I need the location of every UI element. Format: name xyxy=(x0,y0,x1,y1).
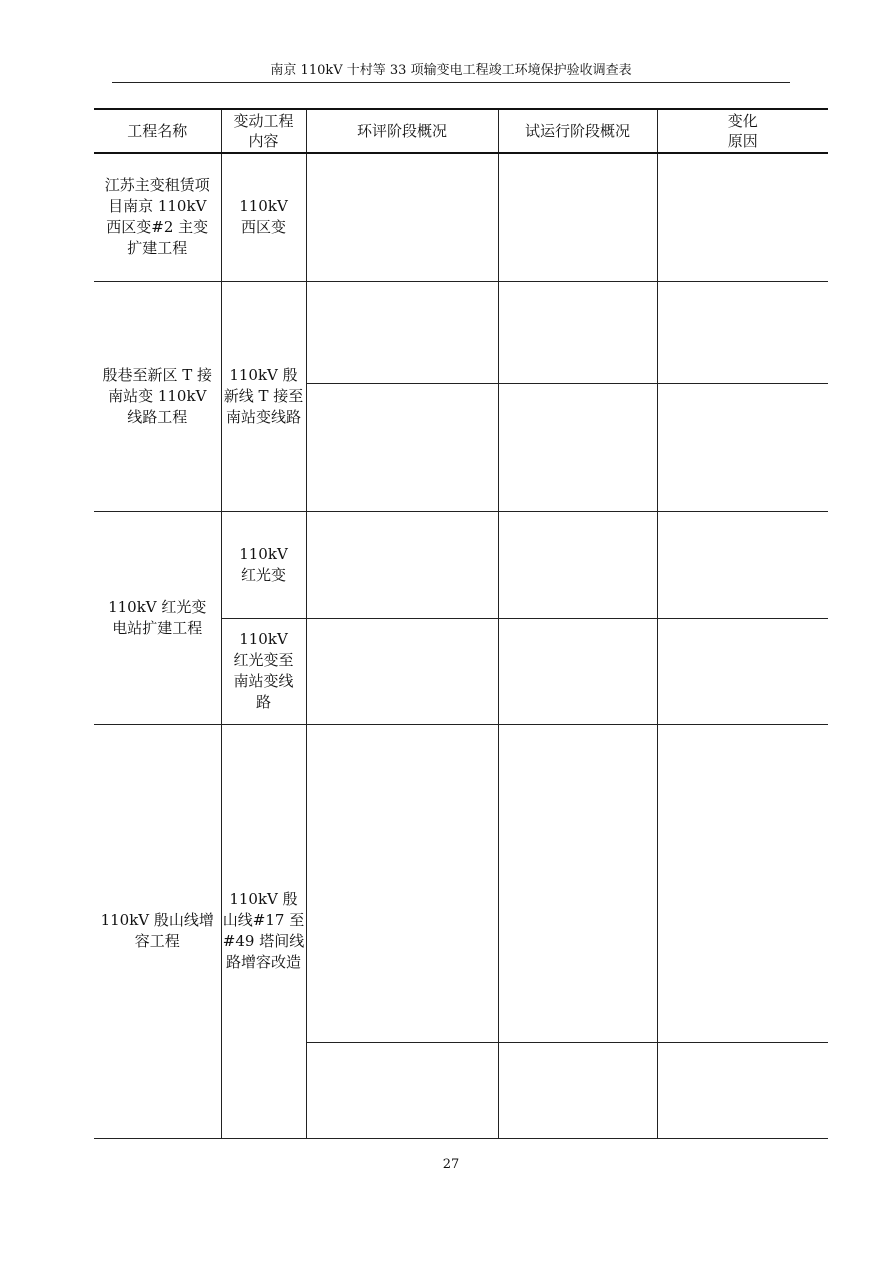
eia-stage-cell xyxy=(306,618,498,724)
trial-stage-cell xyxy=(498,618,657,724)
trial-stage-cell xyxy=(498,281,657,383)
change-reason-cell xyxy=(657,281,828,383)
change-reason-cell xyxy=(657,383,828,511)
trial-stage-cell xyxy=(498,383,657,511)
table-row xyxy=(94,724,828,1042)
project-name-cell: 殷巷至新区 T 接南站变 110kV 线路工程 xyxy=(94,281,221,511)
change-reason-cell xyxy=(657,511,828,618)
eia-stage-cell xyxy=(306,153,498,281)
page-header-title: 南京 110kV 十村等 33 项输变电工程竣工环境保护验收调查表 xyxy=(270,63,632,78)
column-header-change-content xyxy=(221,109,306,153)
eia-stage-cell xyxy=(306,1042,498,1138)
column-header-change-reason xyxy=(657,109,828,153)
column-header-label: 变动工程 xyxy=(233,112,294,130)
trial-stage-cell xyxy=(498,511,657,618)
column-header-eia-stage xyxy=(306,109,498,153)
project-name-cell: 110kV 殷山线增容工程 xyxy=(94,724,221,1138)
column-header-label: 变化 xyxy=(727,112,758,130)
trial-stage-cell xyxy=(498,1042,657,1138)
column-header-label: 工程名称 xyxy=(127,122,188,140)
page-number: 27 xyxy=(442,1157,460,1172)
column-header-label: 环评阶段概况 xyxy=(356,122,447,140)
column-header-label: 内容 xyxy=(248,132,279,150)
eia-stage-cell xyxy=(306,511,498,618)
change-content-cell: 110kV 殷山线#17 至#49 塔间线路增容改造 xyxy=(221,724,306,1138)
change-reason-cell xyxy=(657,153,828,281)
change-reason-cell xyxy=(657,724,828,1042)
table-row xyxy=(94,153,828,281)
trial-stage-cell xyxy=(498,153,657,281)
change-survey-table xyxy=(94,108,828,1139)
column-header-label: 原因 xyxy=(727,132,758,150)
trial-stage-cell xyxy=(498,724,657,1042)
eia-stage-cell xyxy=(306,281,498,383)
eia-stage-cell xyxy=(306,724,498,1042)
table-row xyxy=(94,511,828,618)
change-content-cell: 110kV 西区变 xyxy=(221,153,306,281)
table-header-row xyxy=(94,109,828,153)
change-content-cell: 110kV 红光变至南站变线路 xyxy=(221,618,306,724)
column-header-trial-stage xyxy=(498,109,657,153)
column-header-label: 试运行阶段概况 xyxy=(524,122,630,140)
table-row xyxy=(94,281,828,383)
change-content-cell: 110kV 殷新线 T 接至南站变线路 xyxy=(221,281,306,511)
change-reason-cell xyxy=(657,1042,828,1138)
project-name-cell: 110kV 红光变电站扩建工程 xyxy=(94,511,221,724)
header-divider xyxy=(112,82,790,83)
project-name-cell: 江苏主变租赁项目南京 110kV 西区变#2 主变扩建工程 xyxy=(94,153,221,281)
change-content-cell: 110kV 红光变 xyxy=(221,511,306,618)
column-header-project-name xyxy=(94,109,221,153)
change-reason-cell xyxy=(657,618,828,724)
eia-stage-cell xyxy=(306,383,498,511)
